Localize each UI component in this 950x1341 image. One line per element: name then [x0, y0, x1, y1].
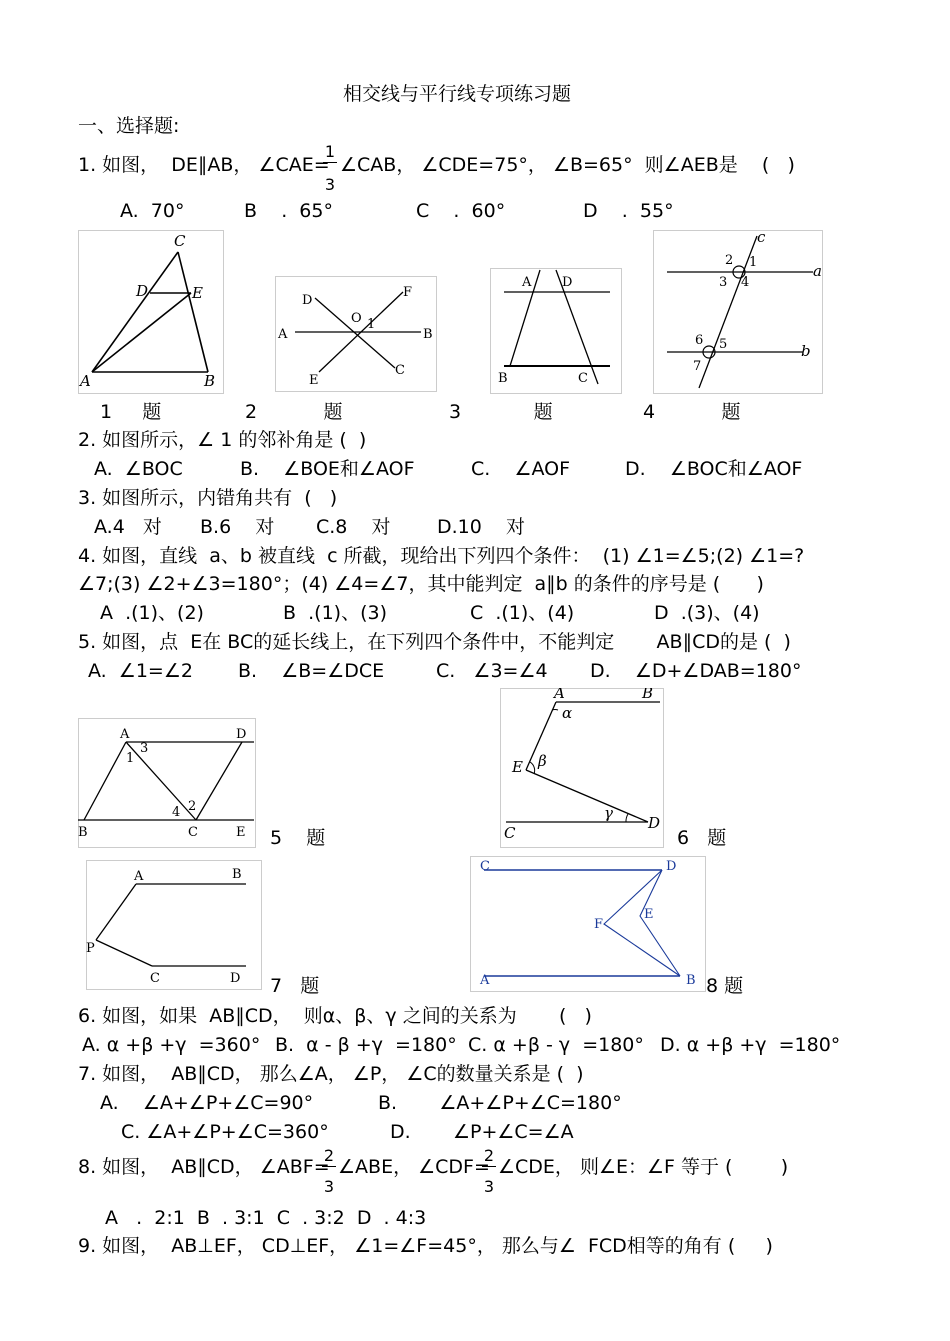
label-gamma: γ — [604, 804, 613, 822]
question-4-option-a: A .(1)、(2) — [100, 602, 204, 624]
label-line-c: c — [757, 230, 766, 246]
figure-1 — [78, 230, 224, 394]
label-beta: β — [538, 752, 547, 770]
question-6-option-c: C. α +β - γ =180° — [468, 1034, 644, 1056]
label-angle-3: 3 — [719, 275, 728, 290]
label-b: B — [423, 327, 433, 342]
label-angle-7: 7 — [693, 359, 702, 374]
label-b: B — [686, 973, 696, 988]
fraction-bar — [322, 1166, 336, 1167]
figure-5-caption: 5 题 — [270, 827, 326, 849]
label-a: A — [554, 688, 565, 702]
figure-8 — [470, 856, 706, 992]
question-2-text: 2. 如图所示，∠ 1 的邻补角是 ( ) — [78, 429, 367, 451]
label-line-b: b — [801, 342, 811, 360]
question-8-fraction-1-numerator: 2 — [323, 1146, 335, 1165]
label-a: A — [522, 275, 532, 290]
label-e: E — [192, 284, 203, 302]
label-c: C — [150, 971, 160, 986]
label-angle-3: 3 — [140, 741, 149, 756]
question-2-option-d: D. ∠BOC和∠AOF — [625, 458, 803, 480]
label-angle-2: 2 — [725, 253, 734, 268]
label-c: C — [395, 363, 405, 378]
question-3-text: 3. 如图所示，内错角共有 ( ) — [78, 487, 338, 509]
question-1-text-b: ∠CAB， ∠CDE=75°， ∠B=65° 则∠AEB是 ( ) — [340, 154, 795, 176]
question-8-fraction-2-numerator: 2 — [483, 1146, 495, 1165]
question-1-option-c: C . 60° — [416, 200, 506, 222]
question-5-option-d: D. ∠D+∠DAB=180° — [590, 660, 802, 682]
label-a: A — [120, 727, 130, 742]
question-1-fraction-denominator: 3 — [324, 175, 336, 194]
question-1-fraction-numerator: 1 — [324, 142, 336, 161]
label-d: D — [236, 727, 247, 742]
label-e: E — [512, 758, 523, 776]
figure-2-caption: 2 题 — [245, 401, 343, 423]
label-angle-4: 4 — [741, 275, 750, 290]
label-a: A — [278, 327, 288, 342]
figure-3-caption: 3 题 — [449, 401, 553, 423]
figure-5 — [78, 718, 256, 848]
label-c: C — [480, 859, 490, 874]
question-5-text: 5. 如图，点 E在 BC的延长线上，在下列四个条件中，不能判定 AB∥CD的是 ( ) — [78, 631, 791, 653]
label-d: D — [302, 293, 313, 308]
label-d: D — [562, 275, 573, 290]
label-c: C — [578, 371, 588, 386]
question-4-option-d: D .(3)、(4) — [654, 602, 760, 624]
figure-3 — [490, 268, 622, 394]
label-line-a: a — [813, 262, 822, 280]
question-4-line-2: ∠7;(3) ∠2+∠3=180°；(4) ∠4=∠7，其中能判定 a∥b 的条件的序号是 ( ) — [78, 573, 764, 595]
figure-4 — [653, 230, 823, 394]
figure-6 — [500, 688, 664, 848]
question-7-option-d: D. ∠P+∠C=∠A — [390, 1121, 574, 1143]
question-6-option-a: A. α +β +γ =360° — [82, 1034, 261, 1056]
question-1-option-a: A. 70° — [120, 200, 185, 222]
question-8-text-c: ∠CDE， 则∠E：∠F 等于 ( ) — [498, 1156, 789, 1178]
question-8-options: A . 2:1 B . 3:1 C . 3:2 D . 4:3 — [105, 1207, 427, 1229]
question-3-option-a: A.4 对 — [94, 516, 162, 538]
figure-1-caption: 1 题 — [100, 401, 162, 423]
question-8-text-a: 8. 如图， AB∥CD， ∠ABF= — [78, 1156, 330, 1178]
label-e: E — [309, 373, 319, 388]
label-alpha: α — [562, 704, 573, 722]
question-8-text-b: ∠ABE， ∠CDF= — [338, 1156, 490, 1178]
figure-7-caption: 7 题 — [270, 975, 320, 997]
label-b: B — [642, 688, 654, 702]
page-title: 相交线与平行线专项练习题 — [343, 83, 572, 105]
question-7-option-a: A. ∠A+∠P+∠C=90° — [100, 1092, 314, 1114]
figure-8-caption: 8 题 — [706, 975, 744, 997]
label-c: C — [174, 232, 186, 250]
question-3-option-d: D.10 对 — [437, 516, 526, 538]
label-d: D — [648, 814, 661, 832]
question-3-option-c: C.8 对 — [316, 516, 391, 538]
label-angle-5: 5 — [719, 337, 728, 352]
label-c: C — [504, 824, 516, 842]
label-p: P — [86, 941, 95, 956]
label-b: B — [232, 867, 242, 882]
question-7-option-c: C. ∠A+∠P+∠C=360° — [121, 1121, 329, 1143]
label-angle-4: 4 — [172, 805, 181, 820]
question-3-option-b: B.6 对 — [200, 516, 275, 538]
question-2-option-b: B. ∠BOE和∠AOF — [240, 458, 415, 480]
label-b: B — [78, 825, 88, 840]
question-9-text: 9. 如图， AB⊥EF， CD⊥EF， ∠1=∠F=45°， 那么与∠ FCD相等的角有 ( ) — [78, 1235, 773, 1257]
question-5-option-c: C. ∠3=∠4 — [436, 660, 548, 682]
question-8-fraction-1-denominator: 3 — [323, 1177, 335, 1196]
question-5-option-a: A. ∠1=∠2 — [88, 660, 193, 682]
question-8-fraction-2-denominator: 3 — [483, 1177, 495, 1196]
question-4-option-c: C .(1)、(4) — [470, 602, 575, 624]
question-4-option-b: B .(1)、(3) — [283, 602, 387, 624]
label-b: B — [498, 371, 508, 386]
label-d: D — [230, 971, 241, 986]
label-angle-1: 1 — [126, 751, 135, 766]
question-5-option-b: B. ∠B=∠DCE — [238, 660, 385, 682]
question-6-text: 6. 如图，如果 AB∥CD， 则α、β、γ 之间的关系为 ( ) — [78, 1005, 592, 1027]
label-o: O — [351, 311, 362, 326]
label-d: D — [666, 859, 677, 874]
question-4-line-1: 4. 如图，直线 a、b 被直线 c 所截，现给出下列四个条件： (1) ∠1=∠5;(2) ∠1=? — [78, 545, 805, 567]
question-2-option-c: C. ∠AOF — [471, 458, 571, 480]
label-angle-1: 1 — [749, 255, 758, 270]
label-angle-1: 1 — [367, 317, 376, 332]
label-angle-2: 2 — [188, 799, 197, 814]
question-7-text: 7. 如图， AB∥CD， 那么∠A， ∠P， ∠C的数量关系是 ( ) — [78, 1063, 584, 1085]
label-d: D — [136, 282, 149, 300]
label-a: A — [480, 973, 490, 988]
fraction-bar — [482, 1166, 496, 1167]
figure-7 — [86, 860, 262, 990]
label-c: C — [188, 825, 198, 840]
question-1-option-d: D . 55° — [583, 200, 674, 222]
label-f: F — [594, 917, 604, 932]
question-1-option-b: B . 65° — [244, 200, 333, 222]
label-angle-6: 6 — [695, 333, 704, 348]
label-a: A — [134, 869, 144, 884]
label-b: B — [204, 372, 216, 390]
figure-4-caption: 4 题 — [643, 401, 741, 423]
label-e: E — [236, 825, 246, 840]
question-7-option-b: B. ∠A+∠P+∠C=180° — [378, 1092, 622, 1114]
label-a: A — [80, 372, 91, 390]
question-6-option-d: D. α +β +γ =180° — [660, 1034, 841, 1056]
question-2-option-a: A. ∠BOC — [94, 458, 183, 480]
question-1-text-a: 1. 如图， DE∥AB， ∠CAE= — [78, 154, 330, 176]
fraction-bar — [323, 162, 337, 163]
section-heading: 一、选择题: — [78, 115, 180, 137]
question-6-option-b: B. α - β +γ =180° — [275, 1034, 457, 1056]
figure-2 — [275, 276, 437, 392]
figure-6-caption: 6 题 — [677, 827, 727, 849]
label-f: F — [403, 285, 413, 300]
label-e: E — [644, 907, 654, 922]
